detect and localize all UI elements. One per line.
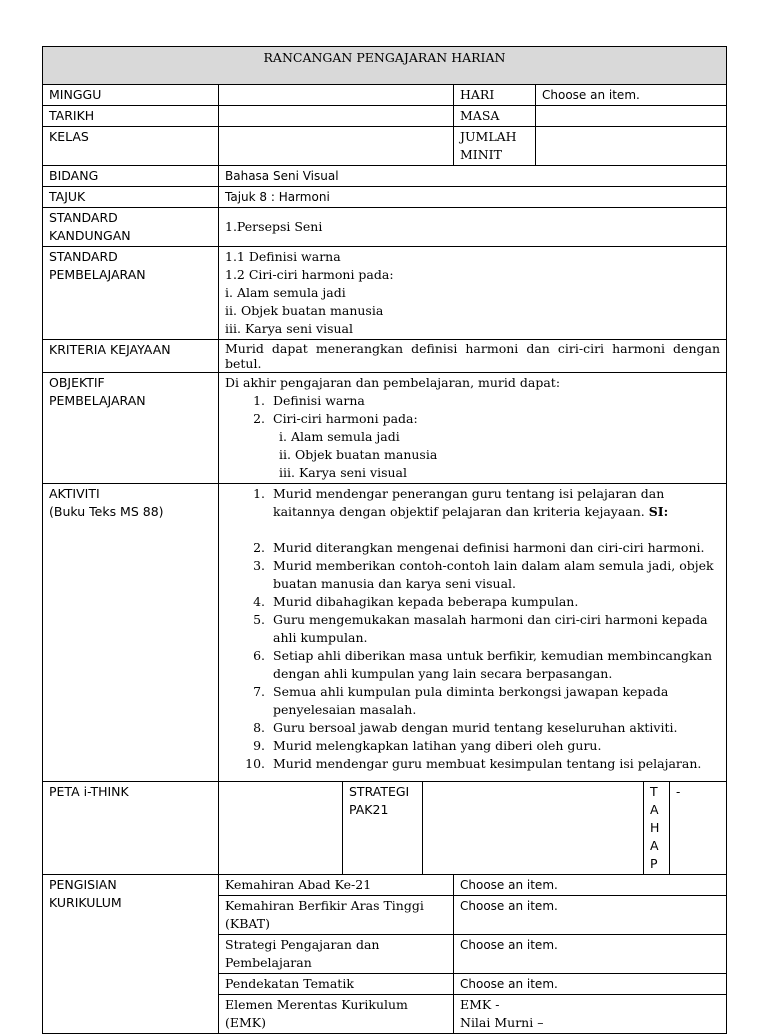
- aktiviti-label-line1: AKTIVITI: [49, 486, 100, 501]
- strategi-pak21-value-field[interactable]: [423, 782, 644, 875]
- sp-line: ii. Objek buatan manusia: [225, 303, 384, 318]
- kelas-label-text: KELAS: [49, 129, 89, 144]
- aktiviti-label-line2: (Buku Teks MS 88): [49, 504, 164, 519]
- tahap-value-field[interactable]: [670, 782, 727, 875]
- hari-label: [454, 85, 536, 106]
- tahap-label-line2: P: [650, 856, 658, 871]
- aktiviti-label: [43, 484, 219, 782]
- kbat-dropdown[interactable]: [454, 896, 727, 935]
- aktiviti-item: 2. Murid diterangkan mengenai definisi harmoni dan ciri-ciri harmoni.: [269, 539, 720, 557]
- pengisian-label-line2: KURIKULUM: [49, 895, 122, 910]
- standard-pembelajaran-value[interactable]: [219, 247, 727, 340]
- aktiviti-item: 7. Semua ahli kumpulan pula diminta berkongsi jawapan kepada penyelesaian masalah.: [269, 683, 720, 719]
- aktiviti-value[interactable]: [219, 484, 727, 782]
- sp-line: 1.1 Definisi warna: [225, 249, 341, 264]
- kbat-label: [219, 896, 454, 935]
- kriteria-label: [43, 340, 219, 373]
- pendekatan-tematik-dropdown[interactable]: [454, 974, 727, 995]
- kriteria-label-text: KRITERIA KEJAYAAN: [49, 342, 171, 357]
- hari-label-text: HARI: [460, 87, 495, 102]
- kbat-label-text: Kemahiran Berfikir Aras Tinggi (KBAT): [225, 898, 424, 931]
- emk-label: [219, 995, 454, 1034]
- pendekatan-tematik-label-text: Pendekatan Tematik: [225, 976, 354, 991]
- bidang-label: [43, 166, 219, 187]
- nilai-murni-text: Nilai Murni –: [460, 1015, 544, 1030]
- tahap-label-line1: TAHA: [650, 784, 660, 853]
- standard-pembelajaran-label: [43, 247, 219, 340]
- minggu-value-field[interactable]: [219, 85, 454, 106]
- objektif-label-line1: OBJEKTIF: [49, 375, 105, 390]
- pengisian-kurikulum-label: [43, 875, 219, 1034]
- objektif-subitem: ii. Objek buatan manusia: [279, 447, 438, 462]
- aktiviti-item: 9. Murid melengkapkan latihan yang diberi oleh guru.: [269, 737, 720, 755]
- jumlah-minit-value-field[interactable]: [536, 127, 727, 166]
- aktiviti-item: 10. Murid mendengar guru membuat kesimpulan tentang isi pelajaran.: [269, 755, 720, 773]
- standard-pembelajaran-label-line1: STANDARD: [49, 249, 118, 264]
- sp-line: 1.2 Ciri-ciri harmoni pada:: [225, 267, 394, 282]
- sp-line: iii. Karya seni visual: [225, 321, 354, 336]
- tahap-label: [644, 782, 670, 875]
- objektif-subitem: iii. Karya seni visual: [279, 465, 408, 480]
- strategi-pdp-dropdown-text: Choose an item.: [460, 938, 558, 952]
- objektif-item: 2. Ciri-ciri harmoni pada:: [269, 410, 720, 428]
- objektif-intro: Di akhir pengajaran dan pembelajaran, murid dapat:: [225, 375, 561, 390]
- masa-label-text: MASA: [460, 108, 500, 123]
- standard-kandungan-value-text: 1.Persepsi Seni: [225, 219, 323, 234]
- pendekatan-tematik-label: [219, 974, 454, 995]
- peta-ithink-value-field[interactable]: [219, 782, 343, 875]
- standard-kandungan-label: [43, 208, 219, 247]
- emk-value-line1: EMK -: [460, 997, 500, 1012]
- aktiviti-item: 5. Guru mengemukakan masalah harmoni dan ciri-ciri harmoni kepada ahli kumpulan.: [269, 611, 720, 647]
- strategi-pdp-dropdown[interactable]: [454, 935, 727, 974]
- form-title: [43, 47, 727, 85]
- minit-label-text: MINIT: [460, 147, 502, 162]
- standard-kandungan-value[interactable]: [219, 208, 727, 247]
- aktiviti-item: 6. Setiap ahli diberikan masa untuk berfikir, kemudian membincangkan dengan ahli kumpulan yang lain secara berpasangan.: [269, 647, 720, 683]
- peta-ithink-label-text: PETA i-THINK: [49, 784, 129, 799]
- abad-21-label-text: Kemahiran Abad Ke-21: [225, 877, 372, 892]
- masa-value-field[interactable]: [536, 106, 727, 127]
- objektif-value[interactable]: [219, 373, 727, 484]
- tajuk-value[interactable]: [219, 187, 727, 208]
- form-title-text: RANCANGAN PENGAJARAN HARIAN: [263, 50, 506, 65]
- kelas-value-field[interactable]: [219, 127, 454, 166]
- sp-line: i. Alam semula jadi: [225, 285, 346, 300]
- rph-form: [42, 46, 727, 1034]
- kriteria-value-text: Murid dapat menerangkan definisi harmoni dan ciri-ciri harmoni dengan betul.: [225, 341, 720, 371]
- objektif-label-line2: PEMBELAJARAN: [49, 393, 146, 408]
- abad-21-dropdown-text: Choose an item.: [460, 878, 558, 892]
- si-label: SI:: [648, 504, 669, 519]
- aktiviti-item: 8. Guru bersoal jawab dengan murid tentang keseluruhan aktiviti.: [269, 719, 720, 737]
- peta-ithink-label: [43, 782, 219, 875]
- tarikh-label: [43, 106, 219, 127]
- kbat-dropdown-text: Choose an item.: [460, 899, 558, 913]
- hari-dropdown-text: Choose an item.: [542, 88, 640, 102]
- standard-pembelajaran-label-line2: PEMBELAJARAN: [49, 267, 146, 282]
- emk-value[interactable]: [454, 995, 727, 1034]
- tajuk-label-text: TAJUK: [49, 189, 86, 204]
- strategi-label-line1: STRATEGI: [349, 784, 410, 799]
- objektif-label: [43, 373, 219, 484]
- aktiviti-item: 4. Murid dibahagikan kepada beberapa kumpulan.: [269, 593, 720, 611]
- aktiviti-item-text: Murid mendengar penerangan guru tentang isi pelajaran dan kaitannya dengan objektif pelajaran dan kriteria kejayaan.: [273, 486, 665, 519]
- jumlah-label-text: JUMLAH: [460, 129, 517, 144]
- aktiviti-item: 3. Murid memberikan contoh-contoh lain dalam alam semula jadi, objek buatan manusia dan karya seni visual.: [269, 557, 720, 593]
- kriteria-value[interactable]: [219, 340, 727, 373]
- standard-kandungan-label-line1: STANDARD: [49, 210, 118, 225]
- tajuk-value-text: Tajuk 8 : Harmoni: [225, 190, 330, 204]
- abad-21-label: [219, 875, 454, 896]
- tajuk-label: [43, 187, 219, 208]
- aktiviti-list-1: [225, 485, 720, 521]
- aktiviti-list-2: [225, 539, 720, 773]
- jumlah-minit-label: [454, 127, 536, 166]
- strategi-pak21-label: [343, 782, 423, 875]
- pengisian-label-line1: PENGISIAN: [49, 877, 117, 892]
- tahap-value-text: -: [676, 785, 681, 799]
- aktiviti-spacer: [225, 521, 720, 539]
- kelas-label: [43, 127, 219, 166]
- objektif-item: 1. Definisi warna: [269, 392, 720, 410]
- abad-21-dropdown[interactable]: [454, 875, 727, 896]
- aktiviti-item: [269, 485, 720, 521]
- tarikh-value-field[interactable]: [219, 106, 454, 127]
- minggu-label-text: MINGGU: [49, 87, 102, 102]
- strategi-pdp-label-text: Strategi Pengajaran dan Pembelajaran: [225, 937, 380, 970]
- minggu-label: [43, 85, 219, 106]
- pendekatan-tematik-dropdown-text: Choose an item.: [460, 977, 558, 991]
- objektif-list: [225, 392, 720, 428]
- emk-label-text: Elemen Merentas Kurikulum (EMK): [225, 997, 408, 1030]
- bidang-label-text: BIDANG: [49, 168, 99, 183]
- objektif-subitem: i. Alam semula jadi: [279, 429, 400, 444]
- bidang-value-text: Bahasa Seni Visual: [225, 169, 339, 183]
- strategi-pdp-label: [219, 935, 454, 974]
- standard-kandungan-label-line2: KANDUNGAN: [49, 228, 131, 243]
- bidang-value[interactable]: [219, 166, 727, 187]
- masa-label: [454, 106, 536, 127]
- strategi-label-line2: PAK21: [349, 802, 389, 817]
- tarikh-label-text: TARIKH: [49, 108, 95, 123]
- hari-dropdown[interactable]: [536, 85, 727, 106]
